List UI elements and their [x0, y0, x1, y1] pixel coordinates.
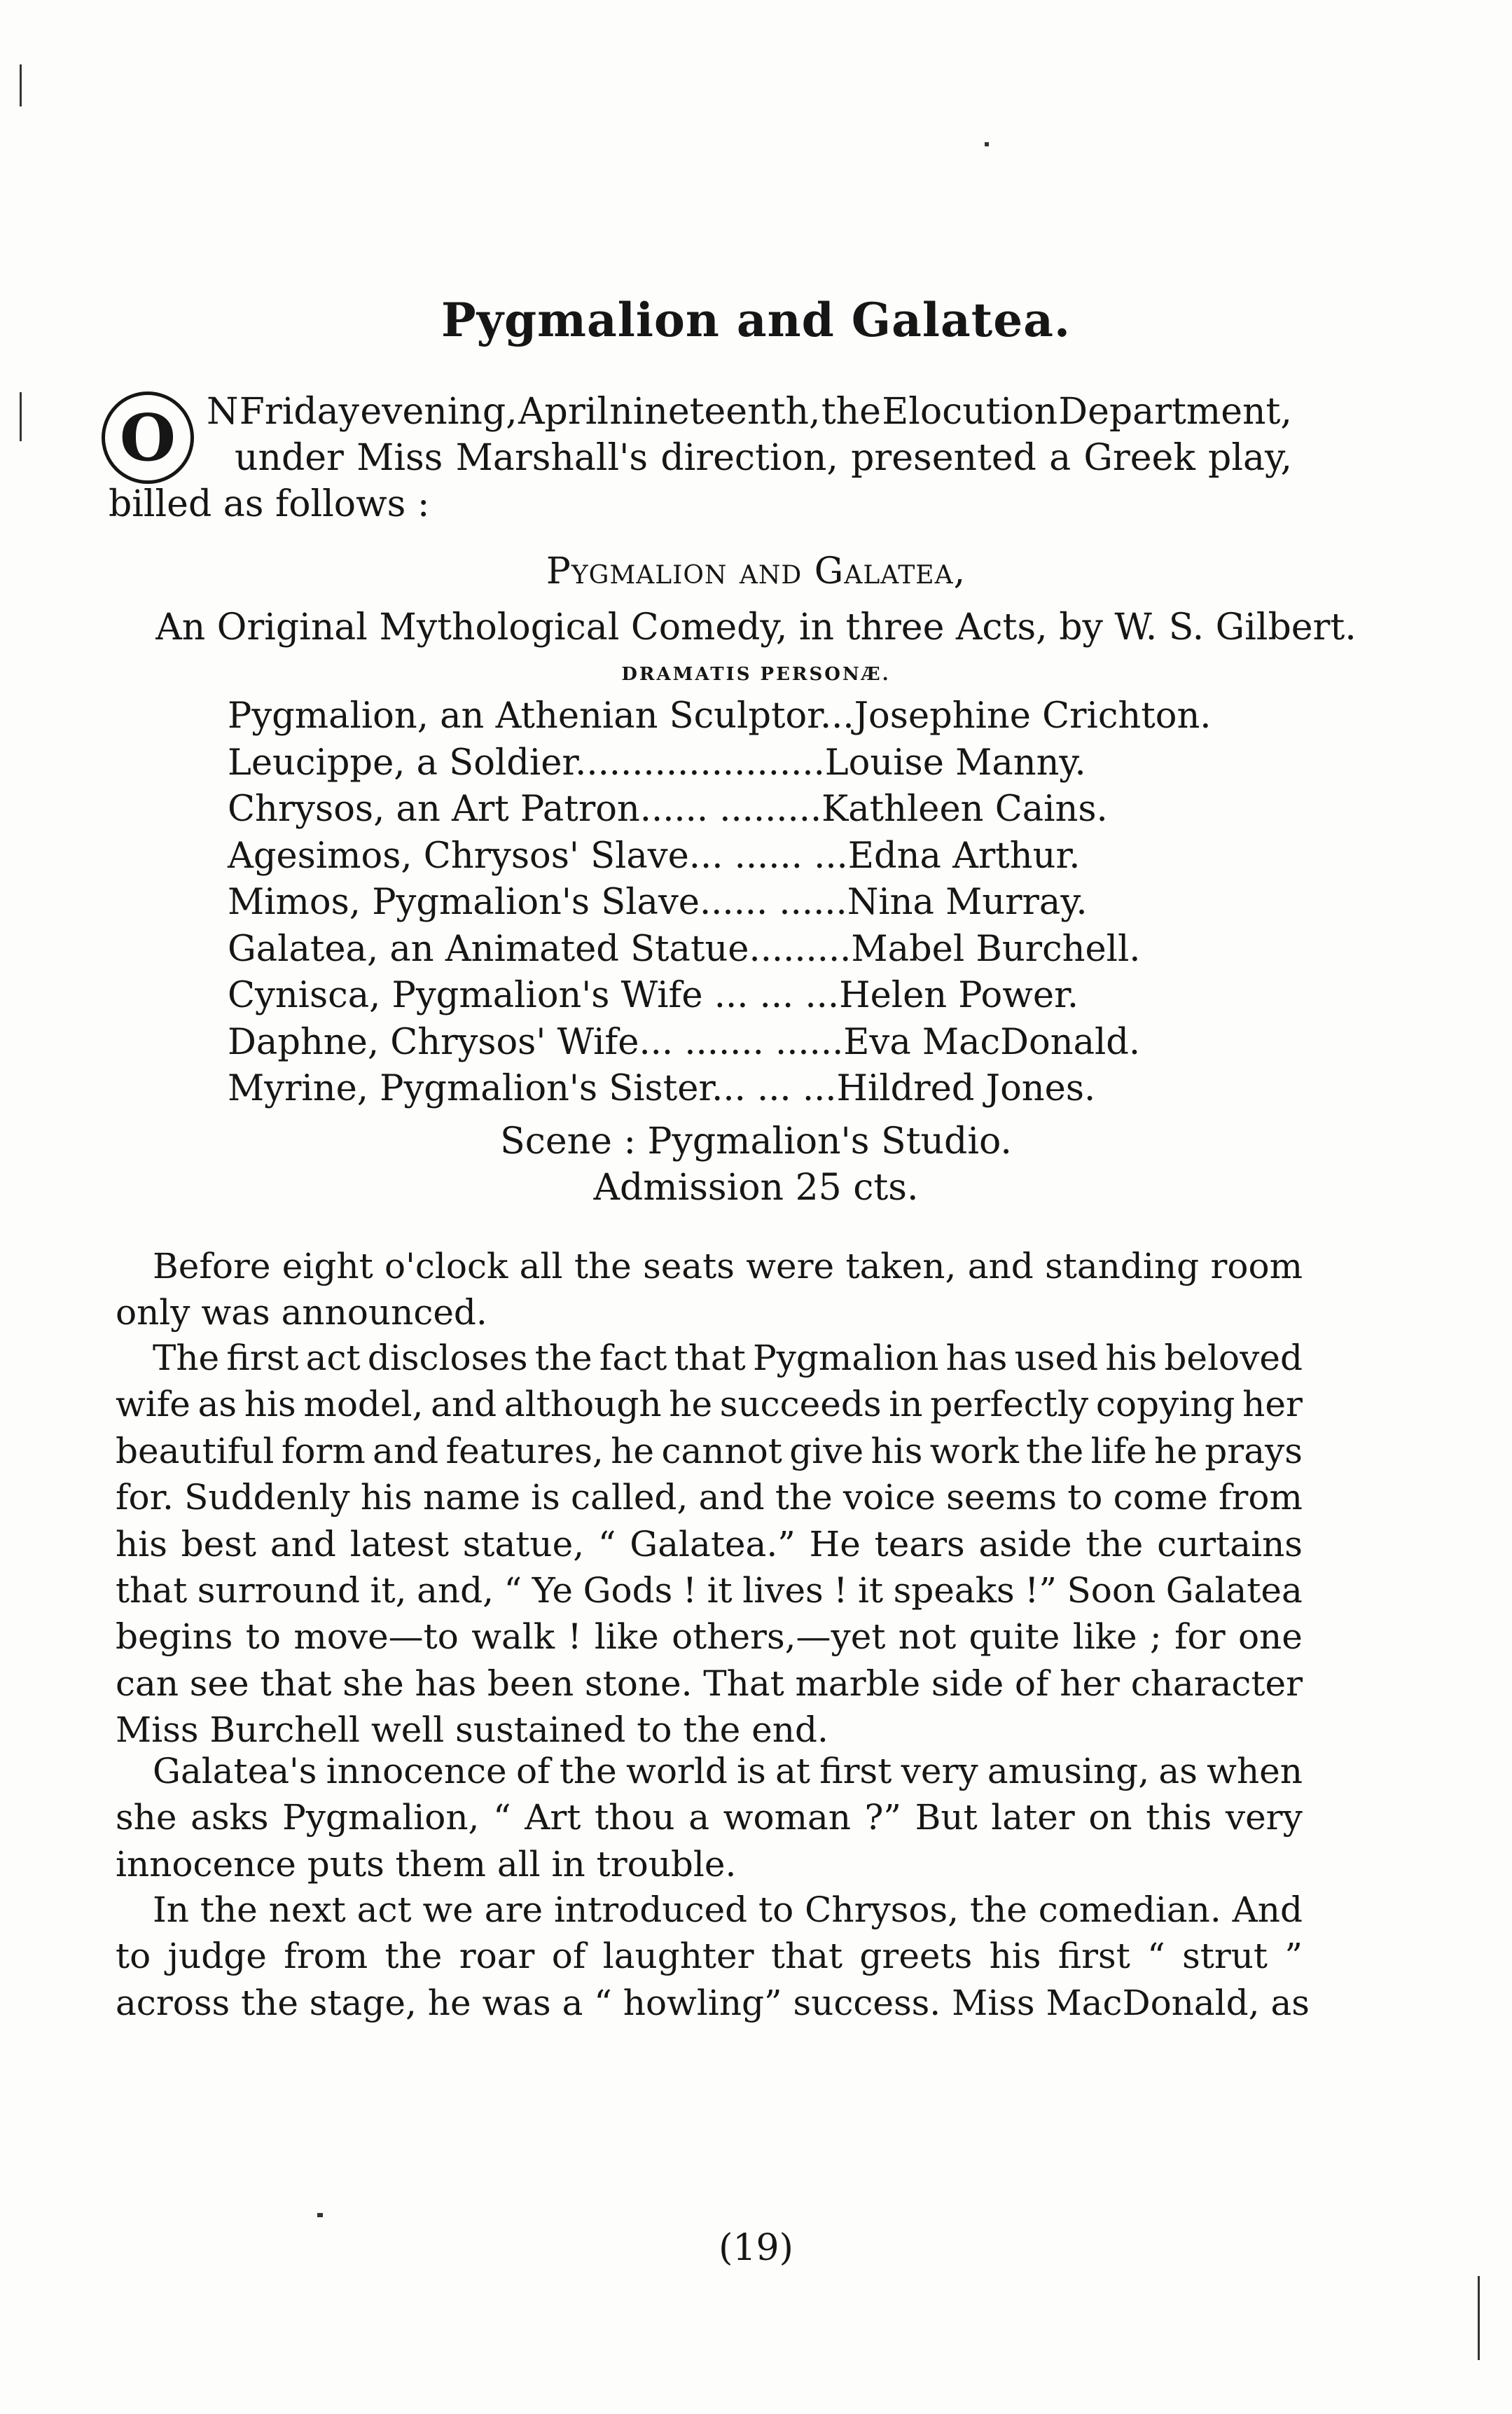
page-number: (19): [719, 2227, 793, 2269]
cast-row: Myrine, Pygmalion's Sister... ... ...Hildred Jones.: [228, 1068, 1096, 1109]
body-line: across the stage, he was a “ howling” success. Miss MacDonald, as: [116, 1982, 1310, 2023]
body-line: Before eight o'clock all the seats were taken, and standing room: [153, 1246, 1303, 1286]
admission-line: Admission 25 cts.: [593, 1167, 919, 1209]
body-line: only was announced.: [116, 1292, 487, 1333]
play-subtitle: An Original Mythological Comedy, in three Acts, by W. S. Gilbert.: [155, 606, 1357, 648]
drop-cap: O: [102, 391, 194, 484]
dramatis-personae-heading: DRAMATIS PERSONÆ.: [621, 664, 891, 685]
article-title: Pygmalion and Galatea.: [441, 293, 1071, 347]
intro-line: under Miss Marshall's direction, presented a Greek play,: [235, 437, 1292, 479]
scan-mark: [20, 64, 22, 106]
body-line: his best and latest statue, “ Galatea.” He tears aside the curtains: [116, 1523, 1303, 1565]
cast-row: Mimos, Pygmalion's Slave...... ......Nina Murray.: [228, 882, 1088, 923]
body-line: can see that she has been stone. That marble side of her character: [116, 1663, 1303, 1704]
body-line: The first act discloses the fact that Pygmalion has used his beloved: [153, 1338, 1303, 1378]
cast-row: Chrysos, an Art Patron...... .........Kathleen Cains.: [228, 789, 1108, 830]
cast-row: Galatea, an Animated Statue.........Mabel Burchell.: [228, 928, 1141, 970]
body-line: for. Suddenly his name is called, and the voice seems to come from: [116, 1477, 1303, 1518]
body-line: Miss Burchell well sustained to the end.: [116, 1709, 828, 1751]
body-line: begins to move—to walk ! like others,—yet not quite like ; for one: [116, 1616, 1303, 1658]
cast-row: Agesimos, Chrysos' Slave... ...... ...Edna Arthur.: [228, 835, 1081, 877]
body-line: innocence puts them all in trouble.: [116, 1843, 737, 1885]
body-line: wife as his model, and although he succeeds in perfectly copying her: [116, 1384, 1303, 1425]
cast-row: Daphne, Chrysos' Wife... ....... ......Eva MacDonald.: [228, 1021, 1141, 1063]
cast-row: Pygmalion, an Athenian Sculptor...Josephine Crichton.: [228, 695, 1212, 737]
body-line: beautiful form and features, he cannot give his work the life he prays: [116, 1430, 1303, 1471]
scan-mark: [317, 2213, 323, 2217]
body-line: that surround it, and, “ Ye Gods ! it lives ! it speaks !” Soon Galatea: [116, 1570, 1303, 1611]
scan-mark: [985, 142, 989, 146]
cast-list: [228, 693, 1278, 1113]
scan-mark: [20, 392, 22, 441]
body-line: In the next act we are introduced to Chrysos, the comedian. And: [153, 1889, 1303, 1930]
cast-row: Cynisca, Pygmalion's Wife ... ... ...Helen Power.: [228, 975, 1079, 1016]
intro-line: N Friday evening, April nineteenth, the Elocution Department,: [207, 391, 1292, 433]
intro-line: billed as follows :: [109, 483, 430, 525]
scan-mark: [1478, 2276, 1480, 2360]
body-line: she asks Pygmalion, “ Art thou a woman ?” But later on this very: [116, 1797, 1303, 1838]
body-line: to judge from the roar of laughter that greets his first “ strut ”: [116, 1936, 1303, 1977]
scene-line: Scene : Pygmalion's Studio.: [500, 1121, 1012, 1163]
cast-row: Leucippe, a Soldier......................Louise Manny.: [228, 742, 1086, 784]
play-title: Pygmalion and Galatea,: [546, 550, 966, 592]
body-line: Galatea's innocence of the world is at first very amusing, as when: [153, 1751, 1303, 1791]
